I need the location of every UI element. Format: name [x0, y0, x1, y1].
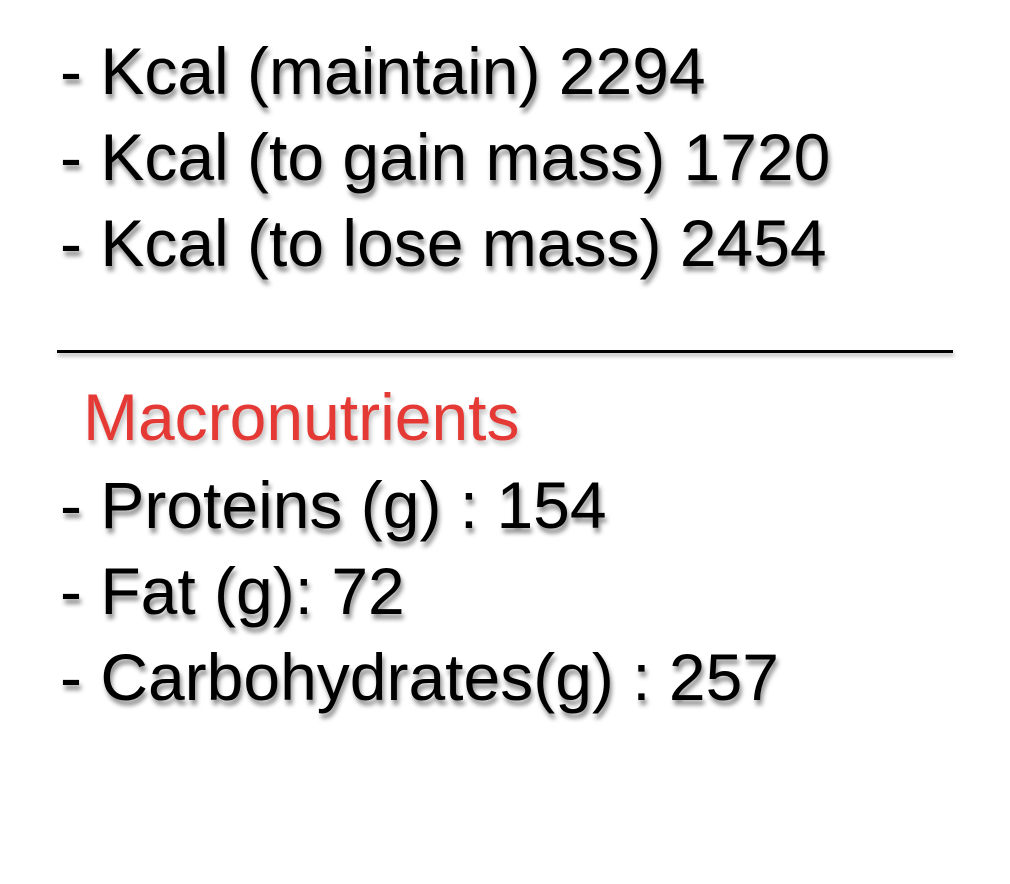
proteins-text: - Proteins (g) : 154	[60, 468, 607, 542]
fat-text: - Fat (g): 72	[60, 554, 405, 628]
macronutrients-title: Macronutrients	[83, 380, 520, 454]
kcal-gain-text: - Kcal (to gain mass) 1720	[60, 120, 831, 194]
kcal-lose-text: - Kcal (to lose mass) 2454	[60, 206, 827, 280]
kcal-maintain-text: - Kcal (maintain) 2294	[60, 34, 706, 108]
carbohydrates-text: - Carbohydrates(g) : 257	[60, 640, 780, 714]
section-divider	[57, 350, 953, 353]
